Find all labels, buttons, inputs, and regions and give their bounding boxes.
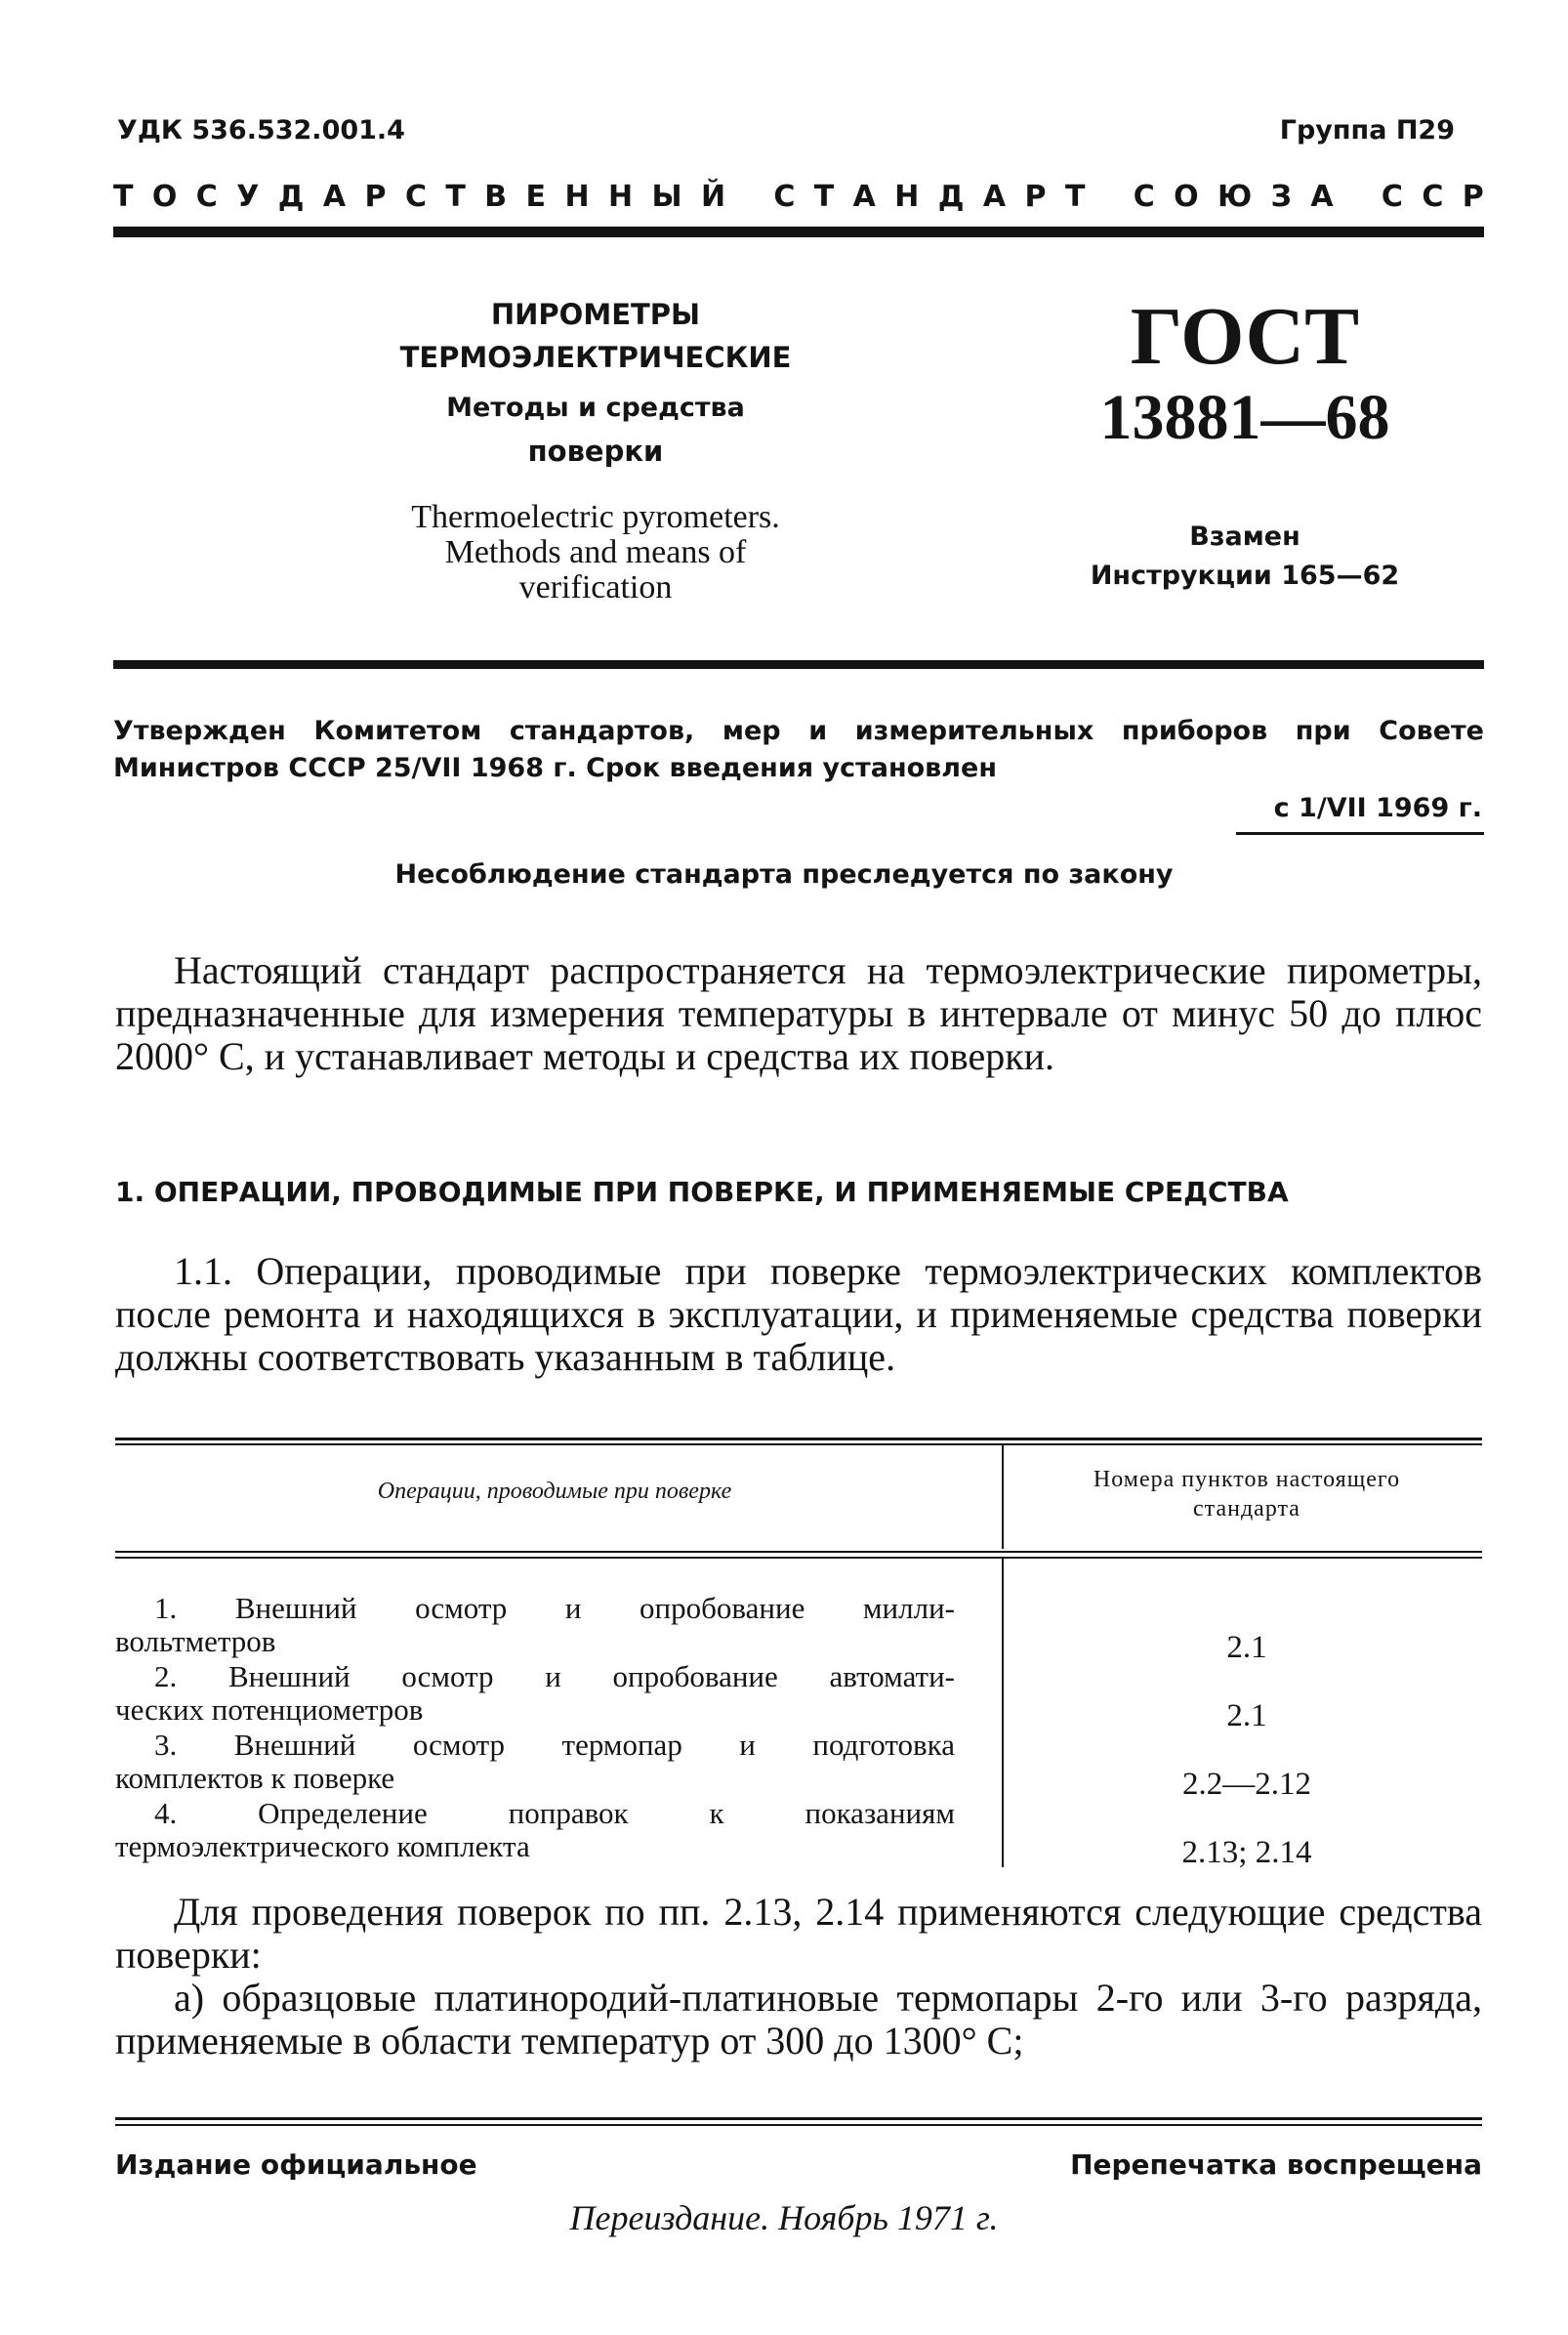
approval-text: Утвержден Комитетом стандартов, мер и измерительных приборов при Совете Министров СССР 25/VII 1968 г. Срок введения установлен	[113, 716, 1484, 783]
banner-letter: Ы	[651, 180, 682, 214]
english-title-line-2: Methods and means of	[444, 534, 747, 570]
table-row	[115, 1729, 955, 1795]
title-line-1: ПИРОМЕТРЫ	[490, 298, 701, 331]
banner-letter: А	[1310, 180, 1334, 214]
operation-line-1: 1. Внешний осмотр и опробование милли-	[154, 1591, 955, 1625]
english-title-line-1: Thermoelectric pyrometers.	[411, 499, 780, 535]
effective-date: с 1/VII 1969 г.	[1273, 793, 1482, 823]
banner-letter: Ю	[1217, 180, 1253, 214]
section-1-heading: 1. ОПЕРАЦИИ, ПРОВОДИМЫЕ ПРИ ПОВЕРКЕ, И ПРИМЕНЯЕМЫЕ СРЕДСТВА	[115, 1176, 1289, 1208]
top-divider	[113, 227, 1484, 237]
document-title	[293, 293, 898, 605]
tools-paragraph-2: а) образцовые платинородий-платиновые термопары 2-го или 3-го разряда, применяемые в области температур от 300 до 1300° С;	[115, 1976, 1482, 2063]
table-operations-column	[115, 1592, 955, 1865]
banner-letter: С	[1422, 180, 1444, 214]
penalty-notice: Несоблюдение стандарта преследуется по закону	[394, 859, 1174, 890]
table-row	[115, 1660, 955, 1727]
banner-letter: С	[773, 180, 796, 214]
banner-space	[744, 180, 754, 214]
banner-letter: Р	[1024, 180, 1047, 214]
table-clauses-column	[1011, 1613, 1482, 1887]
operation-line-2: термоэлектрического комплекта	[115, 1829, 530, 1863]
banner-letter: А	[852, 180, 876, 214]
banner-space	[1104, 180, 1114, 214]
footer-rule	[115, 2117, 1482, 2120]
table-header-clauses-line-1: Номера пунктов настоящего	[1093, 1467, 1401, 1492]
title-line-3: Методы и средства	[446, 393, 745, 423]
table-top-rule	[115, 1438, 1482, 1440]
footer-rule-2	[115, 2124, 1482, 2126]
effective-date-underline	[1236, 832, 1484, 835]
banner-letter: Д	[937, 180, 965, 214]
intro-paragraph: Настоящий стандарт распространяется на термоэлектрические пирометры, предназначенные для измерения температуры в интервале от минус 50 до плюс 2000° С, и устанавливает методы и средства их поверки.	[115, 948, 1482, 1078]
operation-line-2: комплектов к поверке	[115, 1761, 395, 1795]
reprint-prohibited: Перепечатка воспрещена	[1070, 2148, 1482, 2181]
table-body-column-divider	[1002, 1559, 1004, 1867]
banner-letter: Т	[1064, 180, 1086, 214]
banner-letter: С	[195, 180, 218, 214]
banner-letter: Н	[607, 180, 634, 214]
banner-letter: Д	[277, 180, 305, 214]
operation-line-2: ческих потенциометров	[115, 1692, 424, 1727]
title-line-4: поверки	[527, 435, 664, 468]
clause-ref: 2.13; 2.14	[1181, 1835, 1312, 1870]
operation-line-1: 4. Определение поправок к показаниям	[154, 1796, 955, 1830]
tools-text	[115, 1891, 1482, 2063]
gost-block	[1084, 291, 1406, 596]
udk-code: УДК 536.532.001.4	[117, 115, 405, 146]
banner-letter: Е	[525, 180, 547, 214]
banner-letter: О	[1174, 180, 1199, 214]
table-top-rule-2	[115, 1443, 1482, 1445]
operation-line-2: вольтметров	[115, 1624, 276, 1658]
operation-line-1: 2. Внешний осмотр и опробование автомати-	[154, 1659, 955, 1693]
banner-letter: Р	[1462, 180, 1484, 214]
banner-letter: З	[1270, 180, 1292, 214]
banner-letter: Р	[364, 180, 387, 214]
reissue-note: Переиздание. Ноябрь 1971 г.	[569, 2198, 999, 2237]
gost-number: 13881—68	[1099, 382, 1390, 453]
english-title	[293, 500, 898, 605]
english-title-line-3: verification	[518, 569, 673, 605]
banner-letter: В	[484, 180, 508, 214]
table-header-operations: Операции, проводимые при поверке	[377, 1479, 732, 1504]
banner-letter: С	[404, 180, 427, 214]
banner-letter: У	[236, 180, 260, 214]
replaces-line-2: Инструкции 165—62	[1090, 561, 1400, 591]
banner-letter: А	[322, 180, 347, 214]
table-header-clauses-line-2: стандарта	[1193, 1496, 1300, 1522]
banner-letter: С	[1133, 180, 1155, 214]
banner-letter: Т	[445, 180, 466, 214]
gost-label: ГОСТ	[1130, 291, 1360, 382]
banner-letter: Н	[564, 180, 590, 214]
tools-paragraph-1: Для проведения поверок по пп. 2.13, 2.14 применяются следующие средства поверки:	[115, 1890, 1482, 1977]
banner-space	[1352, 180, 1362, 214]
table-row	[115, 1592, 955, 1658]
clause-ref: 2.1	[1226, 1630, 1267, 1665]
clause-ref: 2.1	[1226, 1698, 1267, 1733]
banner-letter: Т	[813, 180, 835, 214]
table-header-rule	[115, 1551, 1482, 1553]
group-code: Группа П29	[1279, 115, 1455, 146]
replaces-line-1: Взамен	[1189, 521, 1300, 552]
table-row	[115, 1797, 955, 1863]
operation-line-1: 3. Внешний осмотр термопар и подготовка	[154, 1728, 955, 1762]
table-header-rule-2	[115, 1557, 1482, 1559]
official-edition: Издание официальное	[115, 2148, 477, 2181]
banner-letter: С	[1381, 180, 1403, 214]
banner-letter: А	[982, 180, 1007, 214]
banner-letter: Т	[113, 180, 134, 214]
paragraph-1-1: 1.1. Операции, проводимые при поверке термоэлектрических комплектов после ремонта и находящихся в эксплуатации, и применяемые средства поверки должны соответствовать указанным в таблице.	[115, 1249, 1482, 1379]
banner-letter: Н	[894, 180, 920, 214]
title-line-2: ТЕРМОЭЛЕКТРИЧЕСКИЕ	[399, 341, 792, 374]
title-divider	[113, 660, 1484, 669]
banner-letter: О	[151, 180, 178, 214]
clause-ref: 2.2—2.12	[1182, 1767, 1311, 1802]
banner-letter: Й	[700, 180, 726, 214]
table-header-clauses	[1011, 1465, 1482, 1523]
replaces-note	[1084, 518, 1406, 596]
state-standard-title	[113, 180, 1484, 214]
table-header-column-divider	[1002, 1443, 1004, 1549]
